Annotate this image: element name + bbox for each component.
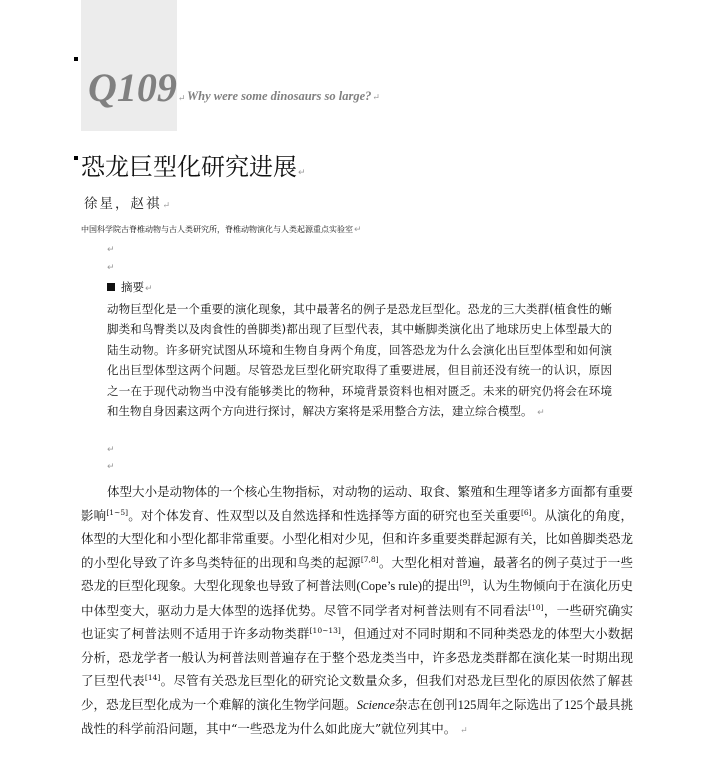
paragraph-mark-icon: ↵ (298, 168, 306, 178)
paragraph-mark-icon: ↵ (457, 726, 468, 736)
citation-reference[interactable]: [7,8] (360, 554, 379, 564)
question-number (88, 64, 185, 111)
paragraph-mark-icon: ↵ (372, 92, 380, 102)
paragraph-mark-icon: ↵ (162, 201, 173, 211)
question-subtitle-text: Why were some dinosaurs so large? (187, 89, 372, 103)
abstract-heading (107, 279, 153, 295)
latin-text: 125 (457, 697, 477, 712)
paragraph-mark-icon: ↵ (354, 225, 362, 235)
anchor-marker (74, 57, 78, 61)
question-number-text: Q109 (88, 65, 177, 110)
affiliation-text: 中国科学院古脊椎动物与古人类研究所，脊椎动物演化与人类起源重点实验室 (81, 225, 353, 234)
body-text-run: 。从演化的角度，体型的大型化和小型化都非常重要。小型化相对少见，但和许多重要类群起源有关，比如兽脚类恐龙的小型化导致了许多鸟类特征的出现和鸟类的起源 (81, 507, 633, 570)
body-text-run: 的提出 (422, 578, 460, 593)
citation-reference[interactable]: [10] (528, 602, 544, 612)
article-title-text: 恐龙巨型化研究进展 (81, 153, 297, 181)
paragraph-mark-icon: ↵ (537, 408, 545, 419)
paragraph-mark-icon: ↵ (107, 445, 115, 455)
question-subtitle (187, 89, 380, 104)
paragraph-mark-icon: ↵ (177, 93, 186, 103)
abstract-heading-text: 摘要 (121, 280, 144, 294)
body-text-run: ，一些研究确实也证实了柯普法则不适用于许多动物类群 (81, 602, 633, 641)
paragraph-mark-icon: ↵ (145, 284, 153, 294)
body-text-run: 个最具挑战性的科学前沿问题，其中“一些恐龙为什么如此庞大”就位列其中。 (81, 696, 633, 736)
article-title[interactable] (81, 147, 306, 182)
bullet-square-icon (107, 283, 115, 291)
body-text-run: ，但通过对不同时期和不同种类恐龙的体型大小数据分析，恐龙学者一般认为柯普法则普遍存在于整个恐龙类当中，许多恐龙类群都在演化某一时期出现了巨型代表 (81, 626, 633, 688)
abstract-paragraph[interactable] (107, 299, 612, 423)
body-text-run: 。尽管有关恐龙巨型化的研究论文数量众多，但我们对恐龙巨型化的原因依然了解甚少，恐龙巨型化成为一个难解的演化生物学问题。 (81, 673, 633, 712)
latin-text: 125 (564, 697, 583, 712)
body-text-run: 。对个体发育、性双型以及自然选择和性选择等方面的研究也至关重要 (128, 507, 521, 523)
abstract-text: 动物巨型化是一个重要的演化现象，其中最著名的例子是恐龙巨型化。恐龙的三大类群(植食性的蜥脚类和鸟臀类以及肉食性的兽脚类)都出现了巨型代表，其中蜥脚类演化出了地球历史上体型最大的陆生动物。许多研究试图从环境和生物自身两个角度，回答恐龙为什么会演化出巨型体型和如何演化出巨型体型这两个问题。尽管恐龙巨型化研究取得了重要进展，但目前还没有统一的认识，原因之一在于现代动物当中没有能够类比的物种，环境背景资料也相对匮乏。未来的研究仍将会在环境和生物自身因素这两个方向进行探讨，解决方案将是采用整合方法，建立综合模型。 (107, 302, 612, 419)
body-text-run: 周年之际选出了 (476, 696, 565, 712)
body-text-run: 。大型化相对普遍，最著名的例子莫过于一些恐龙的巨型化现象。大型化现象也导致了柯普法则 (81, 554, 633, 593)
citation-reference[interactable]: [14] (144, 673, 161, 682)
paragraph-mark-icon: ↵ (107, 263, 115, 273)
paragraph-mark-icon: ↵ (107, 245, 115, 255)
latin-text: (Cope’s rule) (356, 579, 423, 593)
paragraph-mark-icon: ↵ (107, 462, 115, 472)
article-affiliation[interactable] (81, 224, 362, 235)
article-authors[interactable] (84, 192, 172, 212)
anchor-marker (74, 156, 78, 160)
citation-reference[interactable]: [10~13] (309, 626, 341, 635)
authors-text: 徐星，赵祺 (84, 196, 162, 212)
citation-reference[interactable]: [9] (459, 578, 471, 587)
journal-name: Science (356, 697, 395, 712)
body-text-run: ，认为生物倾向于在演化历史中体型变大，驱动力是大体型的选择优势。尽管不同学者对柯普法则有不同看法 (81, 578, 633, 618)
citation-reference[interactable]: [6] (520, 507, 532, 517)
body-paragraph[interactable] (81, 480, 633, 744)
citation-reference[interactable]: [1~5] (106, 507, 129, 517)
body-text-run: 体型大小是动物体的一个核心生物指标，对动物的运动、取食、繁殖和生理等诸多方面都有重要影响 (81, 484, 633, 523)
body-text-run: 杂志在创刊 (394, 696, 458, 712)
